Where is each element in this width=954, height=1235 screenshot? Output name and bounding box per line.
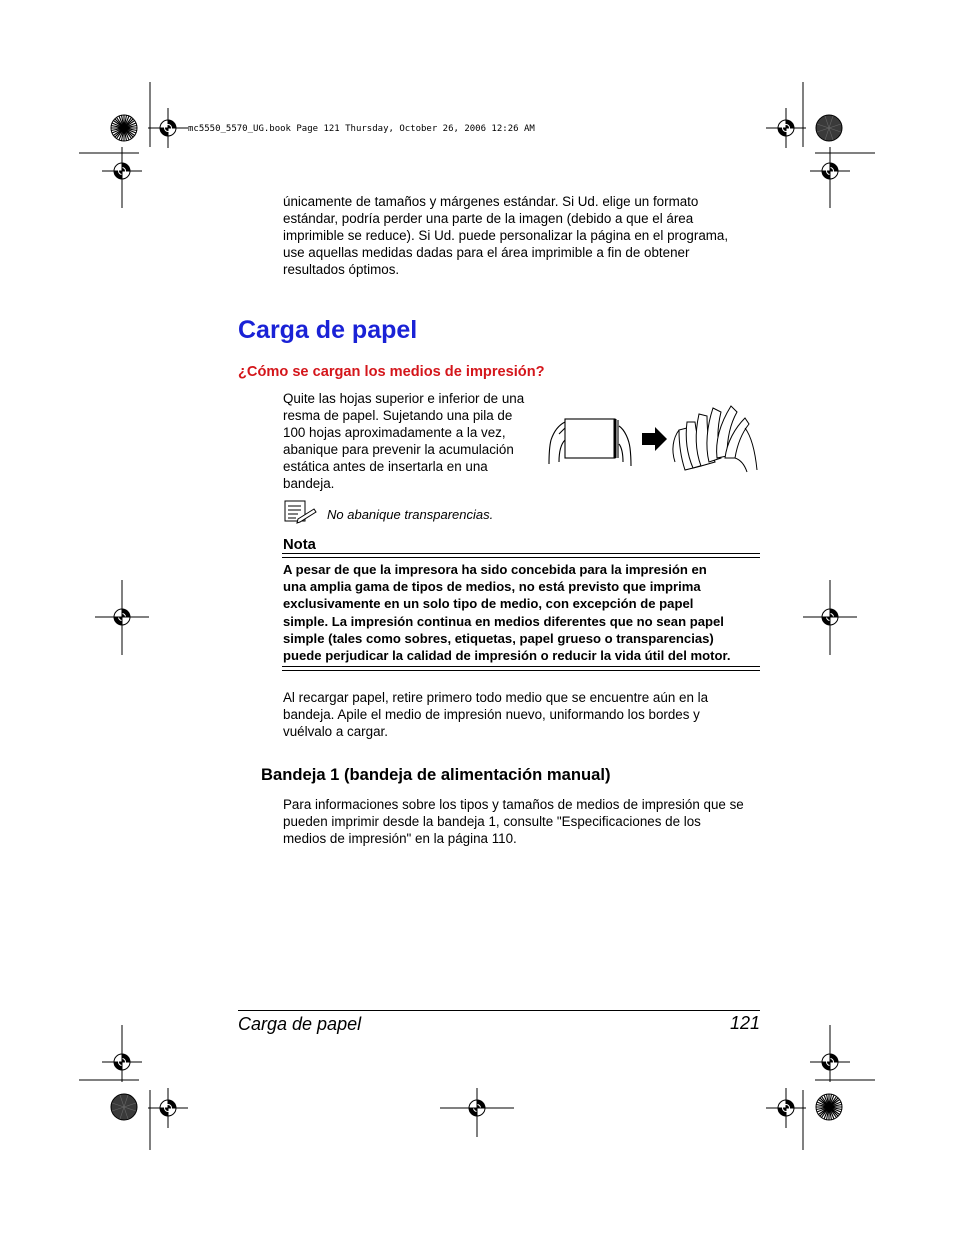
text-line: vuélvalo a cargar. (283, 724, 388, 739)
text-line: resma de papel. Sujetando una pila de (283, 408, 513, 423)
fan-paragraph (283, 390, 545, 492)
text-line: resultados óptimos. (283, 262, 400, 277)
page-number: 121 (729, 1013, 760, 1033)
arrow-right-icon (642, 427, 667, 451)
intro-paragraph (283, 193, 763, 278)
text-line: abanique para prevenir la acumulación (283, 442, 514, 457)
note-rule-bottom-inner (282, 670, 760, 671)
text-line: puede perjudicar la calidad de impresión o reducir la vida útil del motor. (283, 648, 731, 664)
reload-paragraph (283, 689, 763, 740)
text-line: imprimible se reduce). Si Ud. puede personalizar la página en el programa, (283, 228, 729, 243)
text-line: 100 hojas aproximadamente a la vez, (283, 425, 506, 440)
text-line: estándar, podría perder una parte de la imagen (debido a que el área (283, 211, 694, 226)
registration-mark-icon (148, 108, 188, 148)
text-line: Al recargar papel, retire primero todo medio que se encuentre aún en la (283, 690, 709, 705)
text-line: una amplia gama de tipos de medios, no está previsto que imprima (283, 579, 701, 595)
text-line: únicamente de tamaños y márgenes estándar. Si Ud. elige un formato (283, 194, 699, 209)
footer-rule (238, 1010, 760, 1011)
text-line: A pesar de que la impresora ha sido concebida para la impresión en (283, 562, 707, 577)
note-body (283, 561, 763, 664)
text-line: medios de impresión" en la página 110. (283, 831, 517, 846)
fanned-paper-icon (673, 406, 757, 472)
note-pencil-icon (284, 500, 318, 524)
paper-fanning-illustration (545, 400, 760, 475)
text-line: pueden imprimir desde la bandeja 1, consulte "Especificaciones de los (283, 814, 701, 829)
text-line: Para informaciones sobre los tipos y tamaños de medios de impresión que se (283, 797, 744, 812)
note-title: Nota (283, 537, 316, 553)
tip-text: No abanique transparencias. (327, 507, 494, 522)
color-target-icon (111, 1094, 137, 1120)
paper-stack-icon (549, 419, 631, 466)
text-line: simple. La impresión continua en medios diferentes que no sean papel (283, 613, 724, 629)
text-line: bandeja. Apile el medio de impresión nuevo, uniformando los bordes y (283, 707, 700, 722)
footer-chapter: Carga de papel (238, 1014, 362, 1034)
note-rule-top-inner (282, 557, 760, 558)
note-rule-bottom (282, 666, 760, 667)
text-line: estática antes de insertarla en una (283, 459, 488, 474)
text-line: simple (tales como sobres, etiquetas, papel grueso o transparencias) (283, 630, 714, 646)
tray-title: Bandeja 1 (bandeja de alimentación manual) (261, 765, 611, 784)
section-title: Carga de papel (238, 316, 418, 344)
registration-mark-icon (766, 1088, 806, 1128)
color-target-icon (816, 1094, 842, 1120)
color-target-icon (111, 115, 137, 141)
registration-mark-icon (148, 1088, 188, 1128)
section-subtitle: ¿Cómo se cargan los medios de impresión? (238, 364, 545, 380)
note-rule-top (282, 553, 760, 554)
registration-mark-icon (766, 108, 806, 148)
text-line: exclusivamente en un solo tipo de medio, con excepción de papel (283, 596, 694, 612)
text-line: Quite las hojas superior e inferior de una (283, 391, 525, 406)
print-header: mc5550_5570_UG.book Page 121 Thursday, October 26, 2006 12:26 AM (188, 124, 535, 134)
color-target-icon (816, 115, 842, 141)
text-line: bandeja. (283, 476, 335, 491)
tray-paragraph (283, 796, 763, 847)
text-line: use aquellas medidas dadas para el área imprimible a fin de obtener (283, 245, 690, 260)
